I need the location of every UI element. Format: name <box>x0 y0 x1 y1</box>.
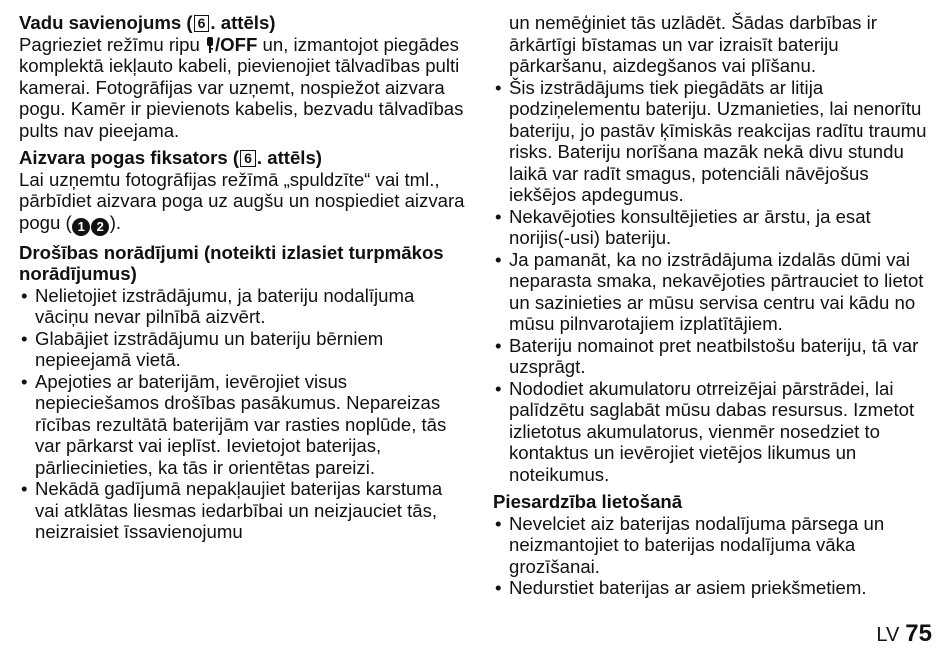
list-item-continuation: un nemēģiniet tās uzlādēt. Šādas darbības ir ārkārtīgi bīstamas un var izraisīt bateriju pārkaršanu, aizdegšanos vai plīšanu. <box>509 12 877 76</box>
list-item: • Nelietojiet izstrādājumu, ja bateriju nodalījuma vāciņu nevar pilnībā aizvērt. <box>19 285 466 328</box>
step-number-2: 2 <box>91 218 109 236</box>
figure-reference-box: 6 <box>240 150 256 167</box>
paragraph-shutter-lock: Lai uzņemtu fotogrāfijas režīmā „spuldzīte“ vai tml., pārbīdiet aizvara poga uz augšu un nospiediet aizvara pogu ( 1 2 ). <box>19 168 465 234</box>
page-footer <box>876 620 932 648</box>
section-heading-wired-connection: Vadu savienojums ( 6 . attēls) <box>19 12 276 33</box>
section-heading-safety: Drošības norādījumi (noteikti izlasiet turpmākos norādījumus) <box>19 241 444 284</box>
bulb-mode-icon <box>205 37 215 53</box>
list-item: • Glabājiet izstrādājumu un bateriju bērniem nepieejamā vietā. <box>19 328 466 371</box>
list-item: • Nevelciet aiz baterijas nodalījuma pārsega un neizmantojiet to baterijas nodalījuma vāka grozīšanai. <box>493 513 933 578</box>
section-heading-precautions: Piesardzība lietošanā <box>493 491 683 512</box>
list-item: • Ja pamanāt, ka no izstrādājuma izdalās dūmi vai neparasta smaka, nekavējoties pārtrauciet to lietot un sazinieties ar mūsu servisa centru vai kādu no mūsu pilnvarotajiem izplatītājiem. <box>493 249 933 335</box>
list-item: • Bateriju nomainot pret neatbilstošu bateriju, tā var uzsprāgt. <box>493 335 933 378</box>
paragraph-wired-connection: Pagrieziet režīmu ripu /OFF un, izmantojot piegādes komplektā iekļauto kabeli, pievienojiet tālvadības pulti kamerai. Fotogrāfijas var uzņemt, nospiežot aizvara pogu. Kamēr ir pievienots kabelis, bezvadu tālvadības pults nav pieejama. <box>19 33 464 141</box>
list-item: • Nekavējoties konsultējieties ar ārstu, ja esat norijis(-usi) bateriju. <box>493 206 933 249</box>
left-column <box>19 12 466 543</box>
page-number: 75 <box>905 620 932 647</box>
list-item: • Nedurstiet baterijas ar asiem priekšmetiem. <box>493 577 933 599</box>
precautions-list <box>493 513 933 599</box>
language-code: LV <box>876 624 900 646</box>
section-heading-shutter-lock: Aizvara pogas fiksators ( 6 . attēls) <box>19 147 323 168</box>
safety-list <box>19 285 466 543</box>
list-item: • Šis izstrādājums tiek piegādāts ar litija podziņelementu bateriju. Uzmanieties, lai nenorītu bateriju, jo pastāv ķīmiskās reakcijas radītu traumu risks. Bateriju norīšana mazāk nekā divu stundu laikā var radīt smagus, potenciāli nāvējošus iekšējos apdegumus. <box>493 77 933 206</box>
list-item: • Apejoties ar baterijām, ievērojiet visus nepieciešamos drošības pasākumus. Nepareizas rīcības rezultātā baterijām var rasties noplūde, tās var pārkarst vai ieplīst. Ievietojot baterijas, pārliecinieties, ka tās ir orientētas pareizi. <box>19 371 466 479</box>
step-number-1: 1 <box>72 218 90 236</box>
figure-reference-box: 6 <box>194 15 210 32</box>
right-column <box>493 12 933 599</box>
list-item: • Nekādā gadījumā nepakļaujiet baterijas karstuma vai atklātas liesmas iedarbībai un neizjauciet tās, neizraisiet īssavienojumu <box>19 478 466 543</box>
list-item: • Nododiet akumulatoru otrreizējai pārstrādei, lai palīdzētu saglabāt mūsu dabas resursus. Izmetot izlietotus akumulatorus, vienmēr nosedziet to kontaktus un ievērojiet vietējos likumus un noteikumus. <box>493 378 933 486</box>
safety-list-continued <box>493 12 933 485</box>
